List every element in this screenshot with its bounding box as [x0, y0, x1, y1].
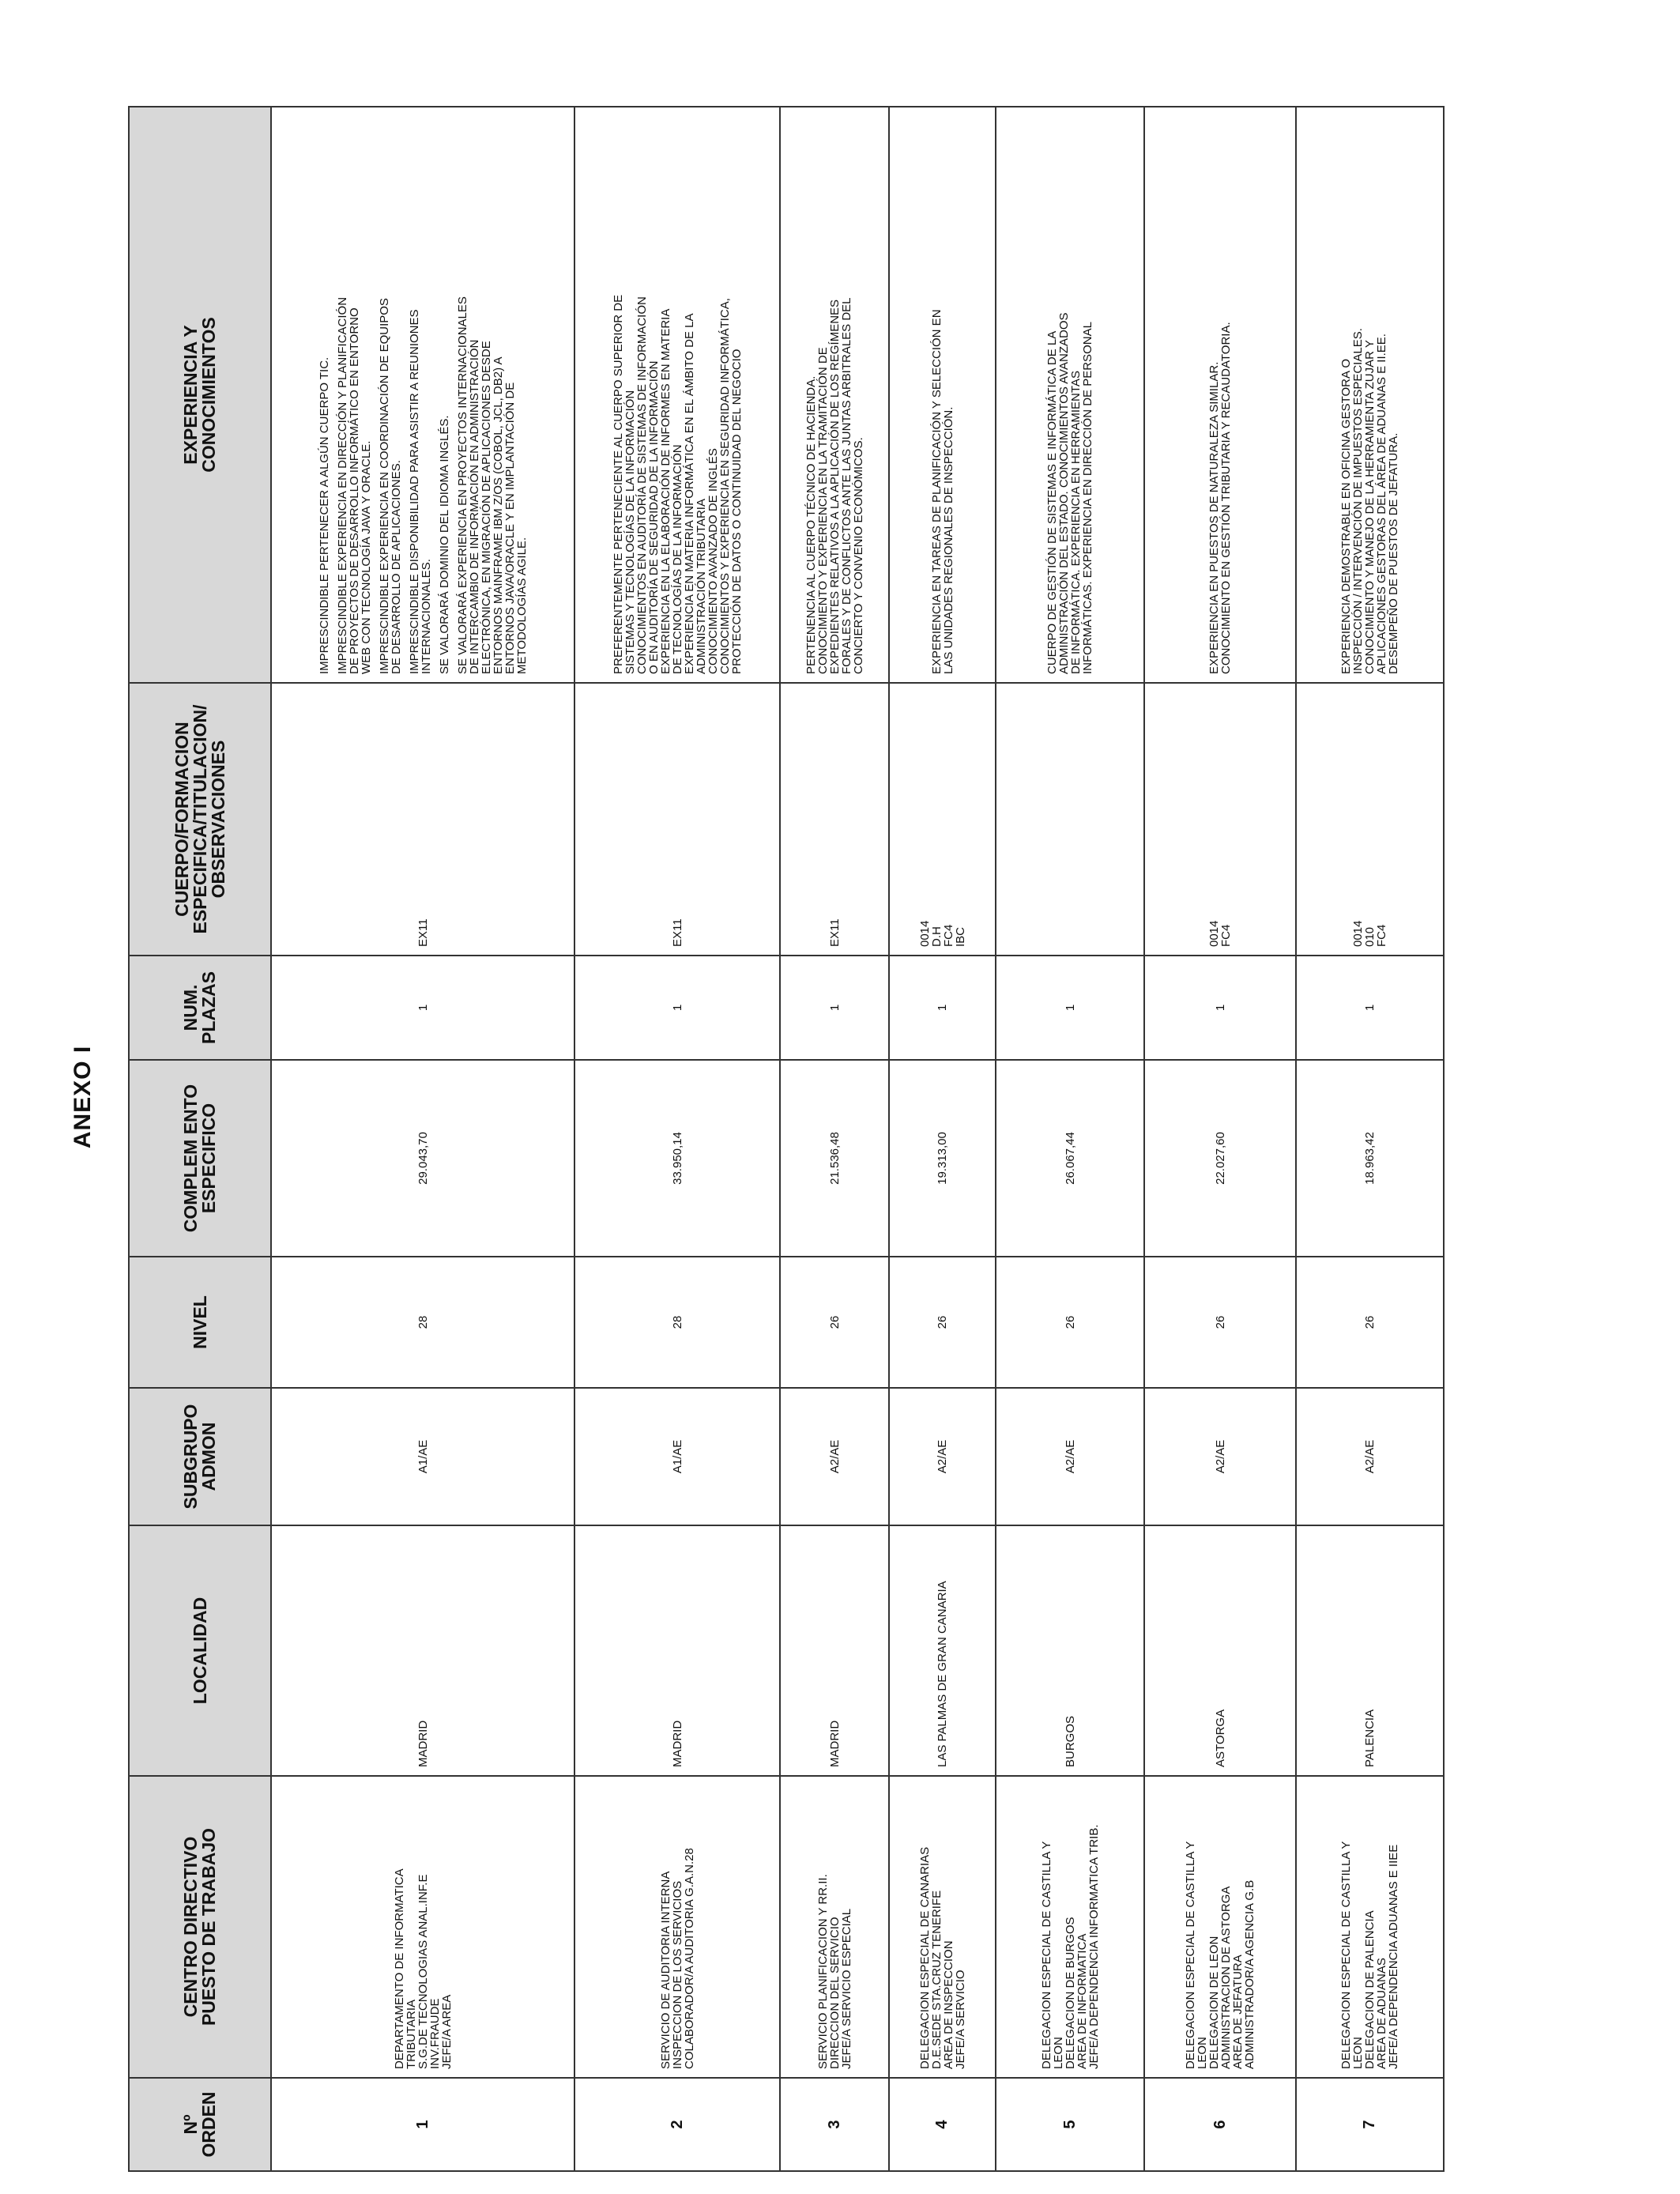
cell-subgrupo: A2/AE — [1144, 1388, 1296, 1525]
header-plazas — [129, 956, 271, 1060]
header-centro-text: CENTRO DIRECTIVO PUESTO DE TRABAJO — [180, 1827, 219, 2026]
cell-complemento: 33.950,14 — [574, 1060, 780, 1257]
cell-experiencia — [889, 107, 996, 683]
cell-orden: 2 — [574, 2078, 780, 2171]
table-row — [996, 107, 1144, 2171]
header-localidad-text: LOCALIDAD — [189, 1596, 210, 1705]
experiencia-item: EXPERIENCIA DEMOSTRABLE EN OFICINA GESTORA O INSPECCIÓN / INTERVENCIÓN DE IMPUESTOS ESPECIALES. CONOCIMIENTO Y MANEJO DE LA HERRAMIENTA ZUJAR Y APLICACIONES GESTORAS DEL ÁREA DE ADUANAS E II.EE. DESEMPEÑO DE PUESTOS DE JEFATURA. — [1339, 328, 1400, 674]
cell-cuerpo: EX11 — [271, 683, 574, 956]
cell-experiencia — [1296, 107, 1444, 683]
table-row — [780, 107, 889, 2171]
header-localidad — [129, 1525, 271, 1776]
cell-localidad: MADRID — [271, 1525, 574, 1776]
table-row — [271, 107, 574, 2171]
page-title-text: ANEXO I — [70, 1045, 96, 1149]
cell-complemento: 22.027,60 — [1144, 1060, 1296, 1257]
table-row — [1296, 107, 1444, 2171]
cell-centro-text: DELEGACION ESPECIAL DE CASTILLA Y LEON DELEGACION DE LEON ADMINISTRACION DE ASTORGA AREA DE JEFATURA ADMINISTRADOR/A AGENCIA G.B — [1184, 1841, 1256, 2069]
header-centro — [129, 1776, 271, 2078]
table-header-row — [129, 107, 271, 2171]
cell-centro-text: SERVICIO DE AUDITORIA INTERNA INSPECCION DE LOS SERVICIOS COLABORADOR/A AUDITORIA G.A.N.28 — [658, 1848, 696, 2069]
cell-experiencia — [996, 107, 1144, 683]
cell-complemento: 18.963,42 — [1296, 1060, 1444, 1257]
cell-localidad: BURGOS — [996, 1525, 1144, 1776]
cell-orden: 4 — [889, 2078, 996, 2171]
cell-plazas: 1 — [1296, 956, 1444, 1060]
cell-localidad: MADRID — [574, 1525, 780, 1776]
cell-experiencia — [574, 107, 780, 683]
cell-complemento: 21.536,48 — [780, 1060, 889, 1257]
experiencia-item: IMPRESCINDIBLE EXPERIENCIA EN COORDINACIÓN DE EQUIPOS DE DESARROLLO DE APLICACIONES. — [377, 298, 403, 674]
header-nivel — [129, 1257, 271, 1388]
cell-experiencia — [780, 107, 889, 683]
cell-nivel: 26 — [996, 1257, 1144, 1388]
cell-experiencia — [1144, 107, 1296, 683]
header-orden-text: Nº ORDEN — [180, 2091, 219, 2158]
cell-plazas: 1 — [780, 956, 889, 1060]
cell-centro — [996, 1776, 1144, 2078]
cell-nivel: 26 — [780, 1257, 889, 1388]
header-subgrupo — [129, 1388, 271, 1525]
experiencia-item: SE VALORARÁ EXPERIENCIA EN PROYECTOS INTERNACIONALES DE INTERCAMBIO DE INFORMACIÓN EN ADMINISTRACIÓN ELECTRÓNICA, EN MIGRACIÓN DE APLICACIONES DESDE ENTORNOS MAINFRAME IBM Z/OS (COBOL, JCL, DB2) A ENTORNOS JAVA/ORACLE Y EN IMPLANTACIÓN DE METODOLOGÍAS AGILE. — [455, 296, 529, 674]
cell-nivel: 26 — [1144, 1257, 1296, 1388]
annex-table-container — [128, 107, 1441, 2172]
cell-plazas: 1 — [271, 956, 574, 1060]
cell-cuerpo: 0014 010 FC4 — [1296, 683, 1444, 956]
cell-cuerpo: 0014 FC4 — [1144, 683, 1296, 956]
cell-subgrupo: A1/AE — [574, 1388, 780, 1525]
cell-plazas: 1 — [1144, 956, 1296, 1060]
cell-cuerpo: EX11 — [780, 683, 889, 956]
header-orden — [129, 2078, 271, 2171]
cell-centro — [1144, 1776, 1296, 2078]
experiencia-item: EXPERIENCIA EN TAREAS DE PLANIFICACIÓN Y SELECCIÓN EN LAS UNIDADES REGIONALES DE INSPECCIÓN. — [929, 309, 955, 674]
cell-subgrupo: A1/AE — [271, 1388, 574, 1525]
header-cuerpo — [129, 683, 271, 956]
cell-plazas: 1 — [996, 956, 1144, 1060]
cell-localidad: MADRID — [780, 1525, 889, 1776]
experiencia-item: CUERPO DE GESTIÓN DE SISTEMAS E INFORMÁTICA DE LA ADMINISTRACIÓN DEL ESTADO. CONOCIMIENTOS AVANZADOS DE INFORMÁTICA. EXPERIENCIA EN HERRAMIENTAS INFORMÁTICAS. EXPERIENCIA EN DIRECCIÓN DE PERSONAL — [1045, 312, 1094, 674]
cell-centro — [1296, 1776, 1444, 2078]
cell-localidad: ASTORGA — [1144, 1525, 1296, 1776]
cell-complemento: 26.067,44 — [996, 1060, 1144, 1257]
cell-subgrupo: A2/AE — [889, 1388, 996, 1525]
experiencia-item: IMPRESCINDIBLE DISPONIBILIDAD PARA ASISTIR A REUNIONES INTERNACIONALES. — [407, 309, 433, 674]
table-row — [889, 107, 996, 2171]
cell-plazas: 1 — [889, 956, 996, 1060]
cell-centro-text: DEPARTAMENTO DE INFORMATICA TRIBUTARIA S.G.DE TECNOLOGIAS ANAL.INF.E INV.FRAUDE JEFE/A AREA — [392, 1868, 454, 2069]
cell-subgrupo: A2/AE — [1296, 1388, 1444, 1525]
experiencia-item: SE VALORARÁ DOMINIO DEL IDIOMA INGLÉS. — [437, 415, 451, 674]
header-complemento — [129, 1060, 271, 1257]
cell-centro-text: DELEGACION ESPECIAL DE CASTILLA Y LEON DELEGACION DE PALENCIA AREA DE ADUANAS JEFE/A DEPENDENCIA ADUANAS E IIEE — [1339, 1841, 1400, 2069]
cell-experiencia — [271, 107, 574, 683]
header-plazas-text: NUM. PLAZAS — [180, 971, 219, 1044]
header-cuerpo-text: CUERPO/FORMACION ESPECIFICA/TITULACION/ OBSERVACIONES — [171, 704, 228, 934]
cell-centro-text: DELEGACION ESPECIAL DE CANARIAS D.E.SEDE STA.CRUZ TENERIFE AREA DE INSPECCION JEFE/A SERVICIO — [917, 1846, 967, 2069]
header-experiencia — [129, 107, 271, 683]
cell-centro — [780, 1776, 889, 2078]
table-row — [574, 107, 780, 2171]
table-row — [1144, 107, 1296, 2171]
cell-centro — [574, 1776, 780, 2078]
cell-cuerpo — [996, 683, 1144, 956]
header-experiencia-text: EXPERIENCIA Y CONOCIMIENTOS — [180, 317, 219, 473]
cell-complemento: 29.043,70 — [271, 1060, 574, 1257]
experiencia-item: EXPERIENCIA EN PUESTOS DE NATURALEZA SIMILAR. CONOCIMIENTO EN GESTIÓN TRIBUTARIA Y RECAUDATORIA. — [1207, 322, 1233, 674]
cell-subgrupo: A2/AE — [996, 1388, 1144, 1525]
annex-table — [128, 106, 1445, 2172]
cell-cuerpo: 0014 D.H FC4 IBC — [889, 683, 996, 956]
header-subgrupo-text: SUBGRUPO ADMON — [180, 1404, 219, 1510]
cell-orden: 3 — [780, 2078, 889, 2171]
experiencia-item: IMPRESCINDIBLE EXPERIENCIA EN DIRECCIÓN Y PLANIFICACIÓN DE PROYECTOS DE DESARROLLO INFORMÁTICO EN ENTORNO WEB CON TECNOLOGÍA JAVA Y ORACLE. — [335, 296, 373, 674]
cell-orden: 5 — [996, 2078, 1144, 2171]
cell-plazas: 1 — [574, 956, 780, 1060]
header-nivel-text: NIVEL — [189, 1295, 210, 1349]
cell-centro-text: DELEGACION ESPECIAL DE CASTILLA Y LEON DELEGACION DE BURGOS AREA DE INFORMATICA JEFE/A DEPENDENCIA INFORMATICA TRIB. — [1039, 1824, 1101, 2069]
cell-centro — [271, 1776, 574, 2078]
cell-orden: 1 — [271, 2078, 574, 2171]
cell-nivel: 26 — [889, 1257, 996, 1388]
cell-subgrupo: A2/AE — [780, 1388, 889, 1525]
experiencia-item: PREFERENTEMENTE PERTENECIENTE AL CUERPO SUPERIOR DE SISTEMAS Y TECNOLOGÍAS DE LA INFORMACIÓN CONOCIMIENTOS EN AUDITORÍA DE SISTEMAS DE INFORMACIÓN O EN AUDITORÍA DE SEGURIDAD DE LA INFORMACIÓN EXPERIENCIA EN LA ELABORACIÓN DE INFORMES EN MATERIA DE TECNOLOGÍAS DE LA INFORMACIÓN EXPERIENCIA EN MATERIA INFORMÁTICA EN EL ÁMBITO DE LA ADMINISTRACIÓN TRIBUTARIA CONOCIMIENTO AVANZADO DE INGLÉS CONOCIMIENTOS Y EXPERIENCIA EN SEGURIDAD INFORMÁTICA, PROTECCIÓN DE DATOS O CONTINUIDAD DEL NEGOCIO — [611, 294, 744, 674]
cell-localidad: LAS PALMAS DE GRAN CANARIA — [889, 1525, 996, 1776]
experiencia-item: PERTENENCIA AL CUERPO TÉCNICO DE HACIENDA. CONOCIMIENTO Y EXPERIENCIA EN LA TRAMITACIÓN DE EXPEDIENTES RELATIVOS A LA APLICACIÓN DE LOS REGÍMENES FORALES Y DE CONFLICTOS ANTE LAS JUNTAS ARBITRALES DEL CONCIERTO Y CONVENIO ECONÓMICOS. — [804, 297, 865, 674]
cell-centro-text: SERVICIO PLANIFICACION Y RR.II. DIRECCION DEL SERVICIO JEFE/A SERVICIO ESPECIAL — [816, 1874, 853, 2069]
cell-nivel: 26 — [1296, 1257, 1444, 1388]
cell-centro — [889, 1776, 996, 2078]
header-complemento-text: COMPLEM ENTO ESPECIFICO — [180, 1084, 219, 1233]
cell-nivel: 28 — [271, 1257, 574, 1388]
cell-complemento: 19.313,00 — [889, 1060, 996, 1257]
experiencia-item: IMPRESCINDIBLE PERTENECER A ALGÚN CUERPO TIC. — [317, 356, 331, 674]
cell-cuerpo: EX11 — [574, 683, 780, 956]
cell-orden: 7 — [1296, 2078, 1444, 2171]
cell-orden: 6 — [1144, 2078, 1296, 2171]
cell-nivel: 28 — [574, 1257, 780, 1388]
cell-localidad: PALENCIA — [1296, 1525, 1444, 1776]
